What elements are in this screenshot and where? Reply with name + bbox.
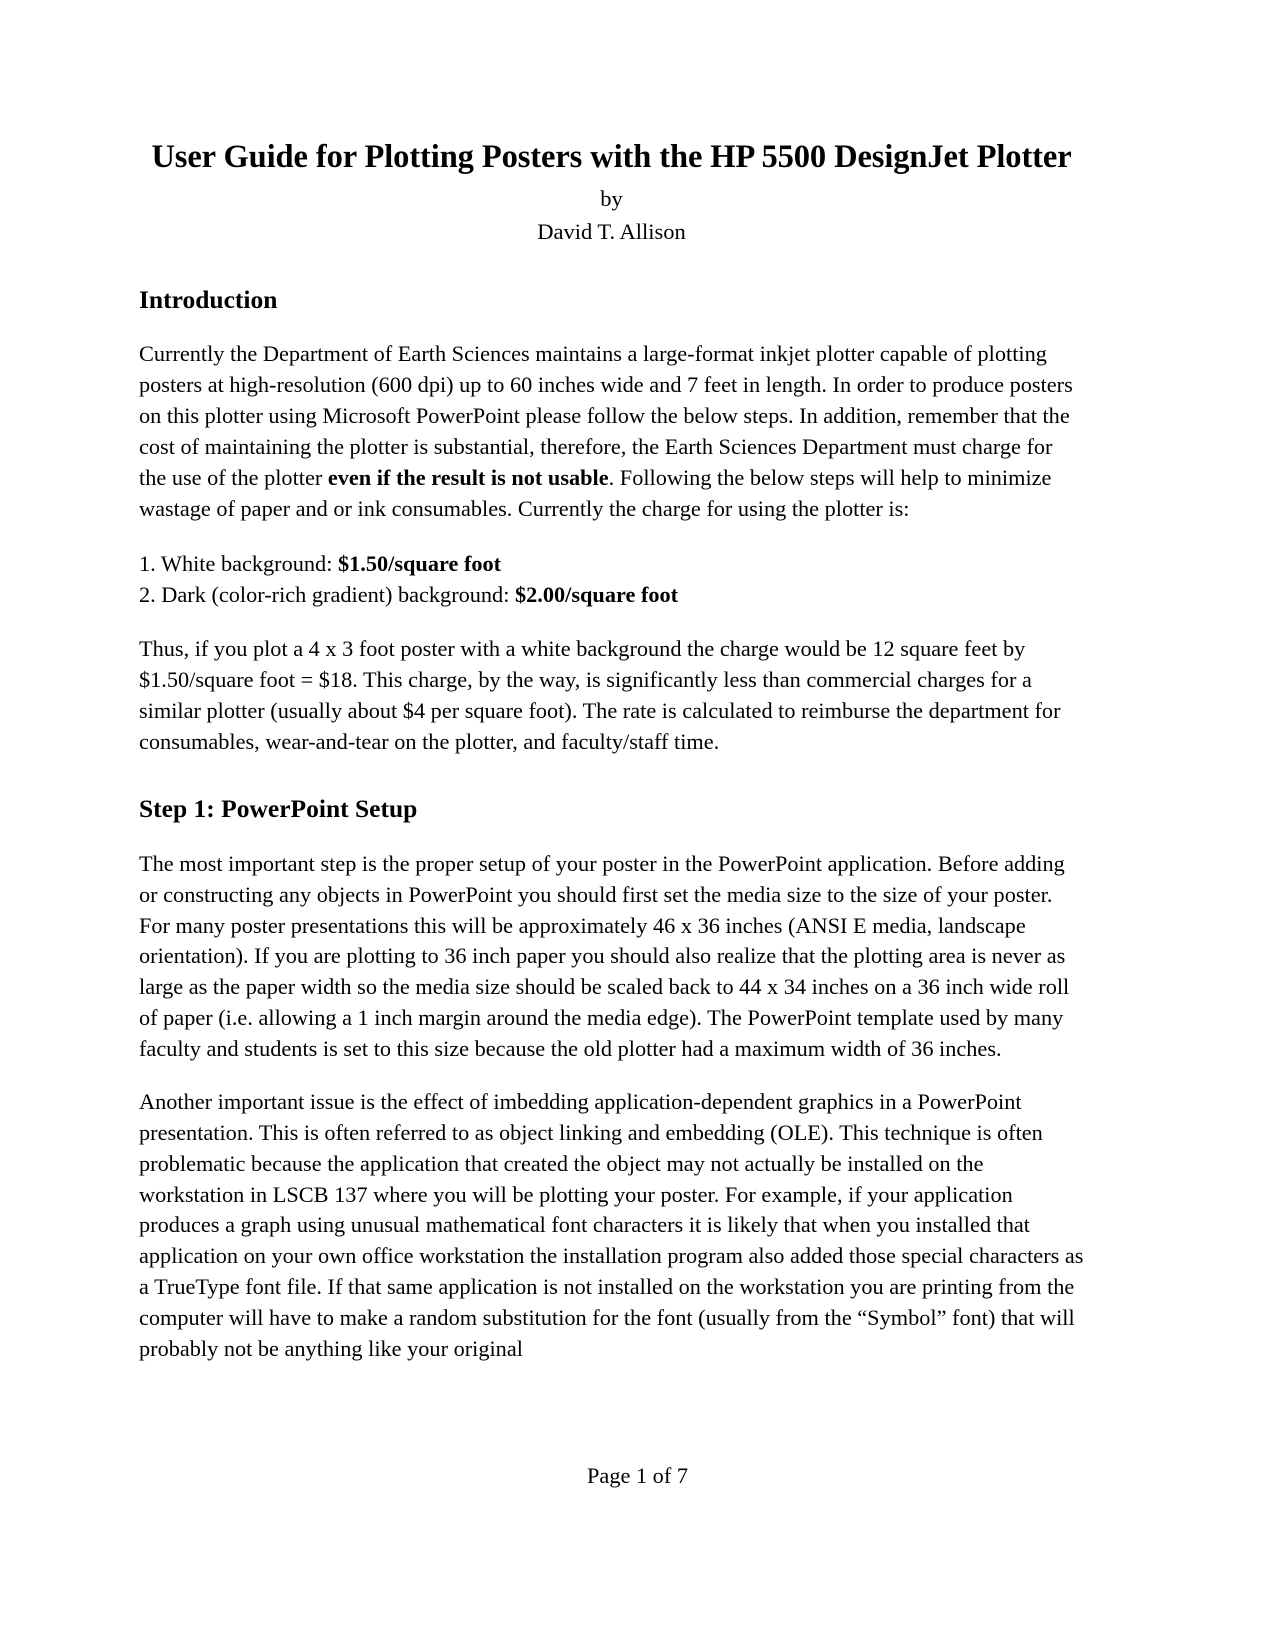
page-footer: Page 1 of 7 bbox=[587, 1463, 688, 1488]
intro-paragraph-1-text-a: Currently the Department of Earth Sciences maintains a large-format inkjet plotter capable of plotting posters at high-resolution (600 dpi) up to 60 inches wide and 7 feet in length. In order to produce posters on this plotter using Microsoft PowerPoint please follow the below steps. In addition, remember that the cost of maintaining the plotter is substantial, therefore, the Earth Sciences Department must charge for the use of the plotter bbox=[139, 341, 1073, 490]
page-title: User Guide for Plotting Posters with the HP 5500 DesignJet Plotter bbox=[151, 139, 1072, 175]
section-heading-introduction: Introduction bbox=[139, 284, 278, 314]
step-1-paragraph-1: The most important step is the proper setup of your poster in the PowerPoint application. Before adding or constructing any objects in PowerPoint you should first set the media size to the size of your poster. For many poster presentations this will be approximately 46 x 36 inches (ANSI E media, landscape orientation). If you are plotting to 36 inch paper you should also realize that the plotting area is never as large as the paper width so the media size should be scaled back to 44 x 34 inches on a 36 inch wide roll of paper (i.e. allowing a 1 inch margin around the media edge). The PowerPoint template used by many faculty and students is set to this size because the old plotter had a maximum width of 36 inches. bbox=[139, 850, 1070, 1062]
document-content bbox=[139, 136, 1084, 1365]
step-1-paragraph-2: Another important issue is the effect of imbedding application-dependent graphics in a PowerPoint presentation. This is often referred to as object linking and embedding (OLE). This technique is often problematic because the application that created the object may not actually be installed on the workstation in LSCB 137 where you will be plotting your poster. For example, if your application produces a graph using unusual mathematical font characters it is likely that when you installed that application on your own office workstation the installation program also added those special characters as a TrueType font file. If that same application is not installed on the workstation you are printing from the computer will have to make a random substitution for the font (usually from the “Symbol” font) that will probably not be anything like your original bbox=[139, 1088, 1084, 1361]
rate-item-label-2: 2. Dark (color-rich gradient) background: bbox=[139, 581, 515, 607]
rate-list bbox=[139, 549, 1084, 611]
rate-item-amount-2: $2.00/square foot bbox=[514, 581, 679, 607]
list-item bbox=[139, 549, 1084, 580]
section-heading-step-1: Step 1: PowerPoint Setup bbox=[139, 793, 418, 823]
rate-item-amount-1: $1.50/square foot bbox=[337, 550, 502, 576]
intro-paragraph-2: Thus, if you plot a 4 x 3 foot poster with a white background the charge would be 12 square feet by $1.50/square foot = $18. This charge, by the way, is significantly less than commercial charges for a similar plotter (usually about $4 per square foot). The rate is calculated to reimburse the department for consumables, wear-and-tear on the plotter, and faculty/staff time. bbox=[139, 636, 1061, 755]
author-name: David T. Allison bbox=[537, 218, 686, 244]
byline-label: by bbox=[600, 185, 623, 211]
list-item bbox=[139, 580, 1084, 611]
intro-paragraph-1-text-b: . Following the below steps will help to minimize wastage of paper and or ink consumables. Currently the charge for using the plotter is: bbox=[139, 464, 1052, 521]
intro-paragraph-1 bbox=[139, 339, 1084, 524]
rate-item-label-1: 1. White background: bbox=[139, 550, 338, 576]
intro-paragraph-1-emphasis: even if the result is not usable bbox=[327, 464, 609, 490]
